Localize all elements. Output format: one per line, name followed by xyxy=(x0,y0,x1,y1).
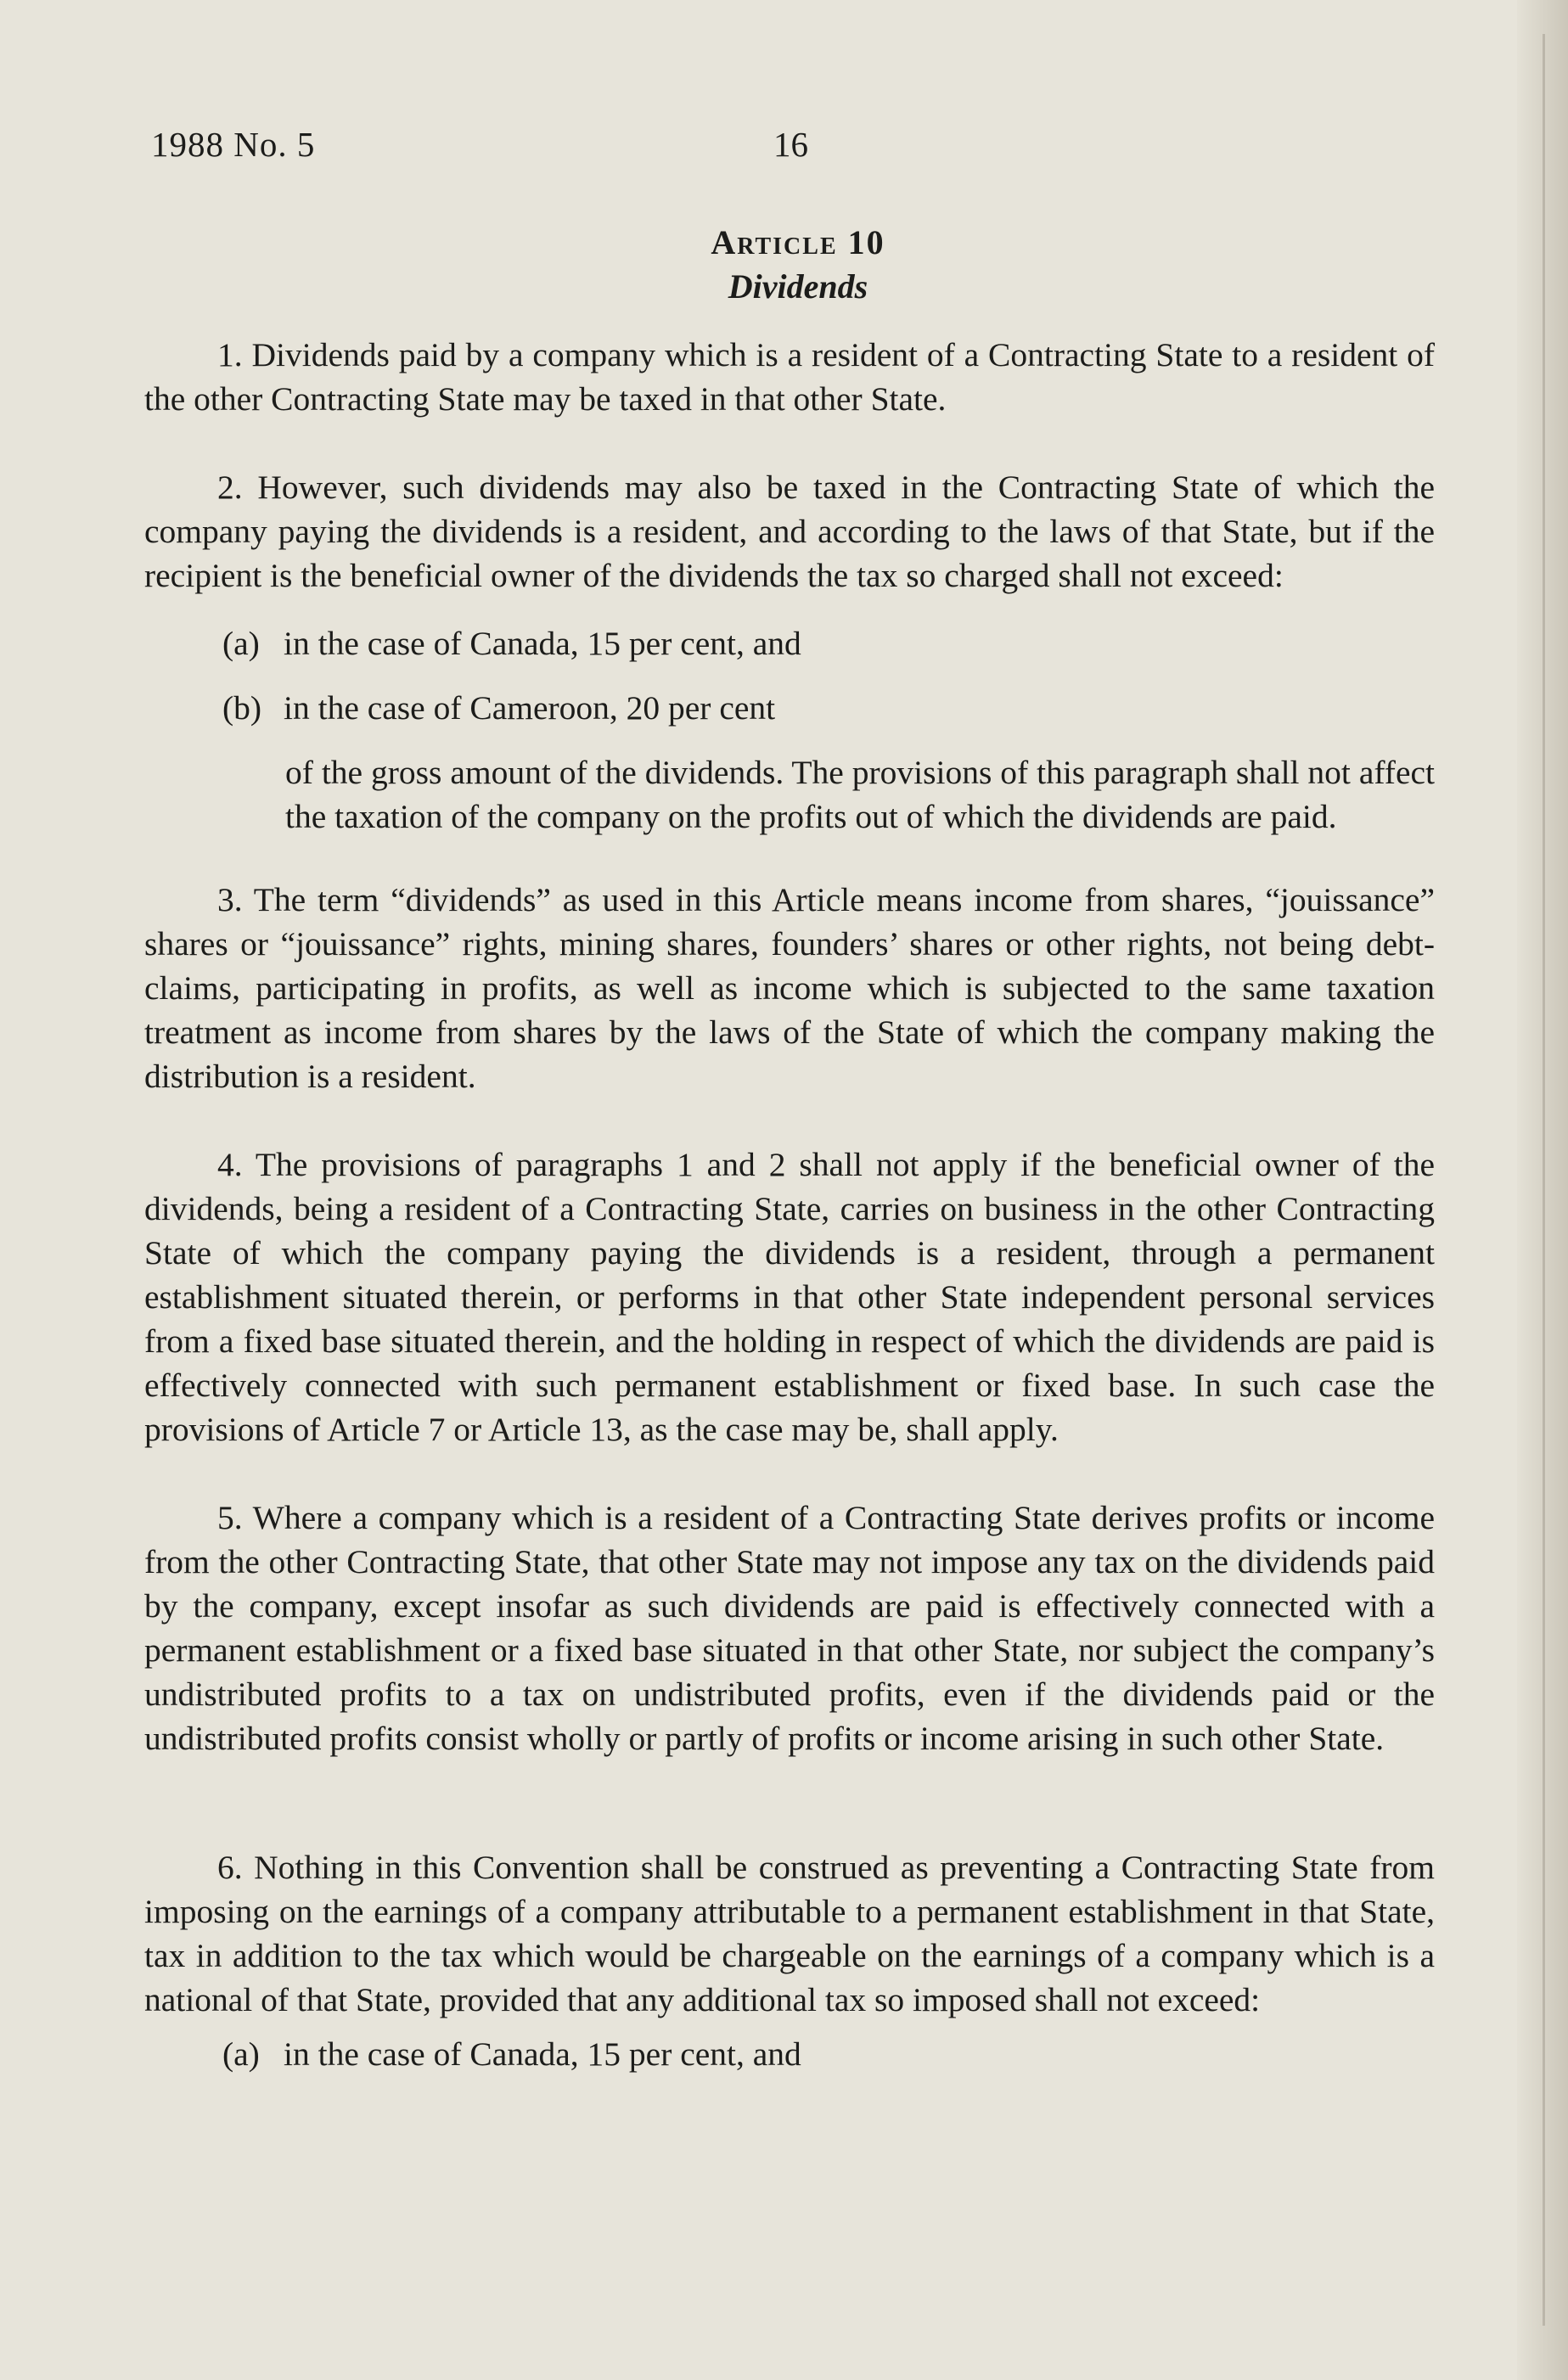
document-reference: 1988 No. 5 xyxy=(151,125,316,164)
list-item-2b xyxy=(144,686,1435,730)
paragraph-6: 6. Nothing in this Convention shall be construed as preventing a Contracting State from imposing on the earnings of a company attributable to a permanent establishment in that State, tax in addition to the tax which would be chargeable on the earnings of a company which is a national of that State, provided that any additional tax so imposed shall not exceed: xyxy=(144,1849,1435,2018)
list-item-text: in the case of Cameroon, 20 per cent xyxy=(284,689,776,727)
page-header xyxy=(151,124,1458,175)
paragraph-5: 5. Where a company which is a resident of a Contracting State derives profits or income from the other Contracting State, that other State may not impose any tax on the dividends paid by the company, except insofar as such dividends are paid is effectively connected with a permanent establishment or a fixed base situated in that other State, nor subject the company’s undistributed profits to a tax on undistributed profits, even if the dividends paid or the undistributed profits consist wholly or partly of profits or income arising in such other State. xyxy=(144,1499,1435,1757)
page-body xyxy=(144,221,1435,2097)
list-item-2a xyxy=(144,621,1435,665)
article-subtitle: Dividends xyxy=(728,267,868,306)
list-item-text: in the case of Canada, 15 per cent, and xyxy=(284,2035,801,2073)
paragraph-4: 4. The provisions of paragraphs 1 and 2 shall not apply if the beneficial owner of the dividends, being a resident of a Contracting State, carries on business in the other Contracting State of which the company paying the dividends is a resident, through a permanent establishment situated therein, or performs in that other State independent personal services from a fixed base situated therein, and the holding in respect of which the dividends are paid is effectively connected with such permanent establishment or fixed base. In such case the provisions of Article 7 or Article 13, as the case may be, shall apply. xyxy=(144,1146,1435,1448)
page-edge xyxy=(1517,0,1568,2380)
list-item-label: (b) xyxy=(222,689,262,727)
paragraph-2: 2. However, such dividends may also be taxed in the Contracting State of which the company paying the dividends is a resident, and according to the laws of that State, but if the recipient is the beneficial owner of the dividends the tax so charged shall not exceed: xyxy=(144,469,1435,594)
list-item-label: (a) xyxy=(222,2035,260,2073)
article-title: Article 10 xyxy=(711,223,885,261)
paragraph-2-continuation: of the gross amount of the dividends. The provisions of this paragraph shall not affect the taxation of the company on the profits out of which the dividends are paid. xyxy=(285,754,1435,835)
list-item-label: (a) xyxy=(222,625,260,662)
paragraph-3: 3. The term “dividends” as used in this Article means income from shares, “jouissance” shares or “jouissance” rights, mining shares, founders’ shares or other rights, not being debt-claims, participating in profits, as well as income which is subjected to the same taxation treatment as income from shares by the laws of the State of which the company making the distribution is a resident. xyxy=(144,881,1435,1095)
list-item-text: in the case of Canada, 15 per cent, and xyxy=(284,625,801,662)
page-fold xyxy=(1543,34,1545,2326)
page-number: 16 xyxy=(773,125,808,164)
paragraph-1: 1. Dividends paid by a company which is a resident of a Contracting State to a resident of the other Contracting State may be taxed in that other State. xyxy=(144,336,1435,418)
list-item-6a xyxy=(144,2032,1435,2076)
